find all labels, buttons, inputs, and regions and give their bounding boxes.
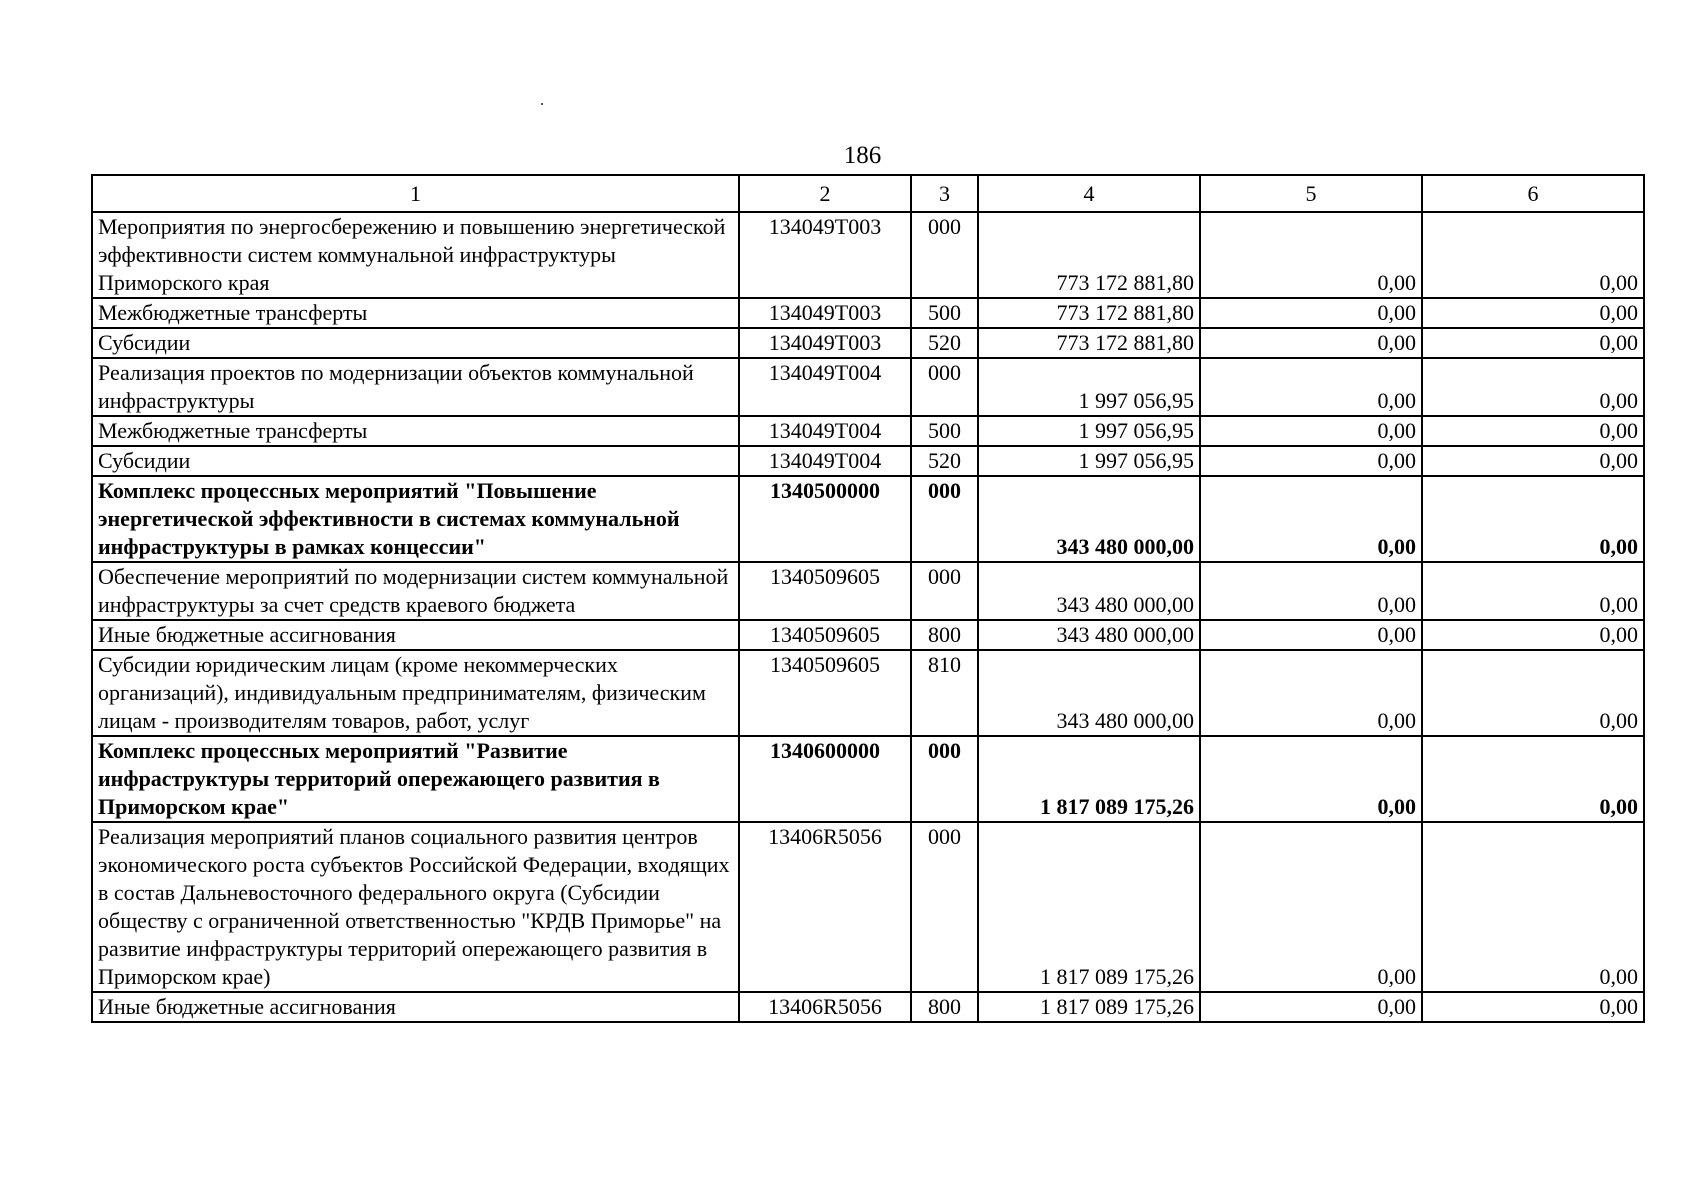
table-row xyxy=(92,562,1644,620)
row-value-5-cell: 0,00 xyxy=(1200,212,1422,298)
page-number: 186 xyxy=(843,142,882,169)
row-code-cell: 1340509605 xyxy=(739,620,911,650)
row-name-cell: Межбюджетные трансферты xyxy=(92,298,739,328)
row-value-6-cell: 0,00 xyxy=(1422,476,1644,562)
table-row xyxy=(92,446,1644,476)
row-type-cell: 000 xyxy=(911,736,978,822)
row-code-cell: 134049Т003 xyxy=(739,298,911,328)
column-number-2: 2 xyxy=(739,175,911,212)
row-value-4-cell: 1 997 056,95 xyxy=(978,358,1200,416)
row-value-5-cell: 0,00 xyxy=(1200,992,1422,1022)
column-number-6: 6 xyxy=(1422,175,1644,212)
column-number-5: 5 xyxy=(1200,175,1422,212)
row-value-5-cell: 0,00 xyxy=(1200,358,1422,416)
table-row xyxy=(92,476,1644,562)
row-name-cell: Комплекс процессных мероприятий "Повышение энергетической эффективности в системах коммунальной инфраструктуры в рамках концессии" xyxy=(92,476,739,562)
row-value-6-cell: 0,00 xyxy=(1422,822,1644,992)
row-value-4-cell: 343 480 000,00 xyxy=(978,476,1200,562)
budget-table-body xyxy=(92,175,1644,1022)
column-number-1: 1 xyxy=(92,175,739,212)
row-type-cell: 800 xyxy=(911,992,978,1022)
table-row xyxy=(92,416,1644,446)
row-type-cell: 810 xyxy=(911,650,978,736)
row-value-5-cell: 0,00 xyxy=(1200,562,1422,620)
row-value-5-cell: 0,00 xyxy=(1200,328,1422,358)
row-type-cell: 500 xyxy=(911,416,978,446)
row-value-6-cell: 0,00 xyxy=(1422,562,1644,620)
row-value-6-cell: 0,00 xyxy=(1422,298,1644,328)
table-row xyxy=(92,212,1644,298)
row-value-4-cell: 1 817 089 175,26 xyxy=(978,736,1200,822)
row-code-cell: 134049Т003 xyxy=(739,328,911,358)
row-name-cell: Иные бюджетные ассигнования xyxy=(92,992,739,1022)
row-type-cell: 520 xyxy=(911,446,978,476)
table-row xyxy=(92,328,1644,358)
row-name-cell: Субсидии xyxy=(92,328,739,358)
row-name-cell: Субсидии xyxy=(92,446,739,476)
column-number-row xyxy=(92,175,1644,212)
row-value-4-cell: 773 172 881,80 xyxy=(978,298,1200,328)
row-name-cell: Реализация мероприятий планов социального развития центров экономического роста субъектов Российской Федерации, входящих в состав Дальневосточного федерального округа (Субсидии обществу с ограниченной ответственностью "КРДВ Приморье" на развитие инфраструктуры территорий опережающего развития в Приморском крае) xyxy=(92,822,739,992)
column-number-3: 3 xyxy=(911,175,978,212)
row-type-cell: 800 xyxy=(911,620,978,650)
budget-table xyxy=(91,174,1645,1023)
row-code-cell: 1340509605 xyxy=(739,562,911,620)
row-value-4-cell: 343 480 000,00 xyxy=(978,620,1200,650)
row-value-4-cell: 1 817 089 175,26 xyxy=(978,822,1200,992)
row-code-cell: 13406R5056 xyxy=(739,822,911,992)
row-value-5-cell: 0,00 xyxy=(1200,446,1422,476)
table-row xyxy=(92,736,1644,822)
row-type-cell: 000 xyxy=(911,358,978,416)
row-value-5-cell: 0,00 xyxy=(1200,620,1422,650)
table-row xyxy=(92,298,1644,328)
row-value-4-cell: 343 480 000,00 xyxy=(978,650,1200,736)
row-name-cell: Иные бюджетные ассигнования xyxy=(92,620,739,650)
row-code-cell: 134049Т004 xyxy=(739,446,911,476)
table-row xyxy=(92,620,1644,650)
row-name-cell: Комплекс процессных мероприятий "Развитие инфраструктуры территорий опережающего развития в Приморском крае" xyxy=(92,736,739,822)
table-row xyxy=(92,992,1644,1022)
row-value-6-cell: 0,00 xyxy=(1422,416,1644,446)
table-row xyxy=(92,358,1644,416)
row-value-4-cell: 1 997 056,95 xyxy=(978,446,1200,476)
row-value-5-cell: 0,00 xyxy=(1200,416,1422,446)
scan-artifact-dot xyxy=(541,103,543,105)
row-type-cell: 500 xyxy=(911,298,978,328)
row-value-6-cell: 0,00 xyxy=(1422,992,1644,1022)
row-value-6-cell: 0,00 xyxy=(1422,358,1644,416)
row-code-cell: 134049Т004 xyxy=(739,416,911,446)
row-type-cell: 000 xyxy=(911,562,978,620)
row-code-cell: 1340509605 xyxy=(739,650,911,736)
row-value-4-cell: 773 172 881,80 xyxy=(978,212,1200,298)
row-name-cell: Реализация проектов по модернизации объектов коммунальной инфраструктуры xyxy=(92,358,739,416)
table-row xyxy=(92,822,1644,992)
row-value-5-cell: 0,00 xyxy=(1200,298,1422,328)
row-name-cell: Субсидии юридическим лицам (кроме некоммерческих организаций), индивидуальным предпринимателям, физическим лицам - производителям товаров, работ, услуг xyxy=(92,650,739,736)
row-value-4-cell: 1 997 056,95 xyxy=(978,416,1200,446)
row-type-cell: 000 xyxy=(911,476,978,562)
row-code-cell: 1340600000 xyxy=(739,736,911,822)
row-name-cell: Мероприятия по энергосбережению и повышению энергетической эффективности систем коммунальной инфраструктуры Приморского края xyxy=(92,212,739,298)
row-type-cell: 520 xyxy=(911,328,978,358)
row-code-cell: 1340500000 xyxy=(739,476,911,562)
row-value-5-cell: 0,00 xyxy=(1200,822,1422,992)
row-type-cell: 000 xyxy=(911,822,978,992)
row-value-5-cell: 0,00 xyxy=(1200,650,1422,736)
row-code-cell: 134049Т003 xyxy=(739,212,911,298)
row-value-6-cell: 0,00 xyxy=(1422,212,1644,298)
row-value-5-cell: 0,00 xyxy=(1200,736,1422,822)
row-value-5-cell: 0,00 xyxy=(1200,476,1422,562)
row-type-cell: 000 xyxy=(911,212,978,298)
row-value-4-cell: 1 817 089 175,26 xyxy=(978,992,1200,1022)
table-row xyxy=(92,650,1644,736)
row-name-cell: Обеспечение мероприятий по модернизации систем коммунальной инфраструктуры за счет средств краевого бюджета xyxy=(92,562,739,620)
row-value-6-cell: 0,00 xyxy=(1422,650,1644,736)
row-value-4-cell: 773 172 881,80 xyxy=(978,328,1200,358)
row-value-6-cell: 0,00 xyxy=(1422,328,1644,358)
row-name-cell: Межбюджетные трансферты xyxy=(92,416,739,446)
row-value-6-cell: 0,00 xyxy=(1422,620,1644,650)
row-value-6-cell: 0,00 xyxy=(1422,446,1644,476)
row-value-6-cell: 0,00 xyxy=(1422,736,1644,822)
column-number-4: 4 xyxy=(978,175,1200,212)
row-code-cell: 134049Т004 xyxy=(739,358,911,416)
row-code-cell: 13406R5056 xyxy=(739,992,911,1022)
row-value-4-cell: 343 480 000,00 xyxy=(978,562,1200,620)
